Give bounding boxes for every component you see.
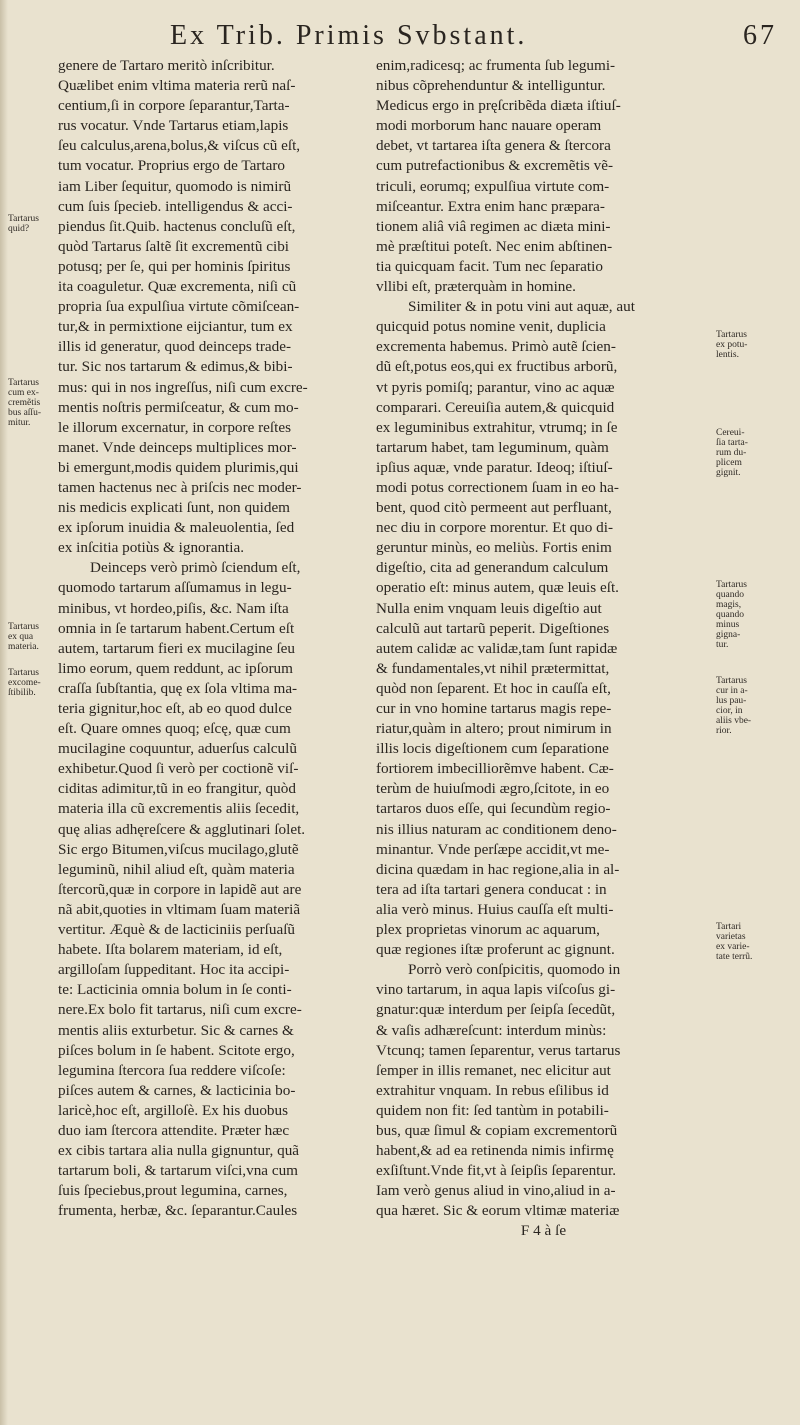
page-header [0, 14, 800, 54]
text-line: habent,& ad ea retinenda nimis infirmę [376, 1142, 614, 1160]
text-line: Nulla enim vnquam leuis digeſtio aut [376, 599, 602, 617]
text-line: vino tartarum, in aqua lapis viſcoſus gi- [376, 981, 616, 999]
text-line: quæ regiones iſtæ proferunt ac gignunt. [376, 941, 615, 959]
text-line: Quælibet enim vltima materia rerũ naſ- [58, 77, 296, 95]
text-line: quòd Tartarus ſaltẽ ſit excrementũ cibi [58, 237, 290, 255]
text-line: modi potus correctionem ſuam in eo ha- [376, 478, 619, 496]
text-line: Medicus ergo in pręſcribẽda diæta iſtiuſ- [376, 97, 621, 115]
text-line: tionem aliâ viâ regimen ac diæta mini- [376, 217, 611, 235]
text-line: genere de Tartaro meritò inſcribitur. [58, 57, 275, 74]
text-line: duo iam ſtercora attendite. Præter hæc [58, 1121, 290, 1139]
text-line: frumenta, herbæ, &c. ſeparantur.Caules [58, 1202, 298, 1220]
margin-note-right: Tartarus cur in a- lus pau- cior, in aliis vbe- rior. [716, 676, 752, 736]
text-line: dicina quædam in hac regione,alia in al- [376, 860, 620, 878]
text-line: quicquid potus nomine venit, duplicia [376, 318, 606, 336]
text-line: ex cibis tartara alia nulla gignuntur, quã [58, 1142, 300, 1160]
text-line: cur in vno homine tartarus magis repe- [376, 700, 612, 717]
right-text-column [376, 56, 711, 1242]
text-line: comparari. Cereuiſia autem,& quicquid [376, 398, 615, 416]
text-line: craſſa ſubſtantia, quę ex ſola vltima ma- [58, 679, 298, 697]
text-line: teria gignitur,hoc eſt, ab eo quod dulce [58, 700, 292, 717]
text-line: bi emergunt,modis quidem plurimis,qui [58, 458, 299, 476]
text-line: exſiſtunt.Vnde fit,vt à ſeipſis ſeparentur. [376, 1162, 616, 1180]
text-line: nis illius naturam ac conditionem deno- [376, 820, 617, 838]
text-line: ſuis ſpeciebus,prout legumina, carnes, [58, 1182, 288, 1200]
text-line: modi morborum hanc nauare operam [376, 117, 602, 135]
text-line: vllibi eſt, præterquàm in homine. [376, 278, 576, 296]
text-line: ciditas adimitur,tũ in eo frangitur, quòd [58, 780, 296, 798]
text-line: ſeu calculus,arena,bolus,& viſcus cũ eſt, [58, 137, 301, 155]
text-line: eſt. Quare omnes quoq; eſcę, quæ cum [58, 720, 291, 738]
text-line: miſceantur. Extra enim hanc præpara- [376, 197, 605, 215]
page-gutter-shadow [0, 0, 8, 1425]
text-line: geruntur minùs, eo meliùs. Fortis enim [376, 539, 612, 557]
text-line: centium,ſi in corpore ſeparantur,Tarta- [58, 97, 290, 115]
text-line: autem, tartarum fieri ex mucilagine ſeu [58, 639, 295, 657]
text-line: tartarum habet, tam leguminum, quàm [376, 438, 609, 456]
text-line: digeſtio, cita ad generandum calculum [376, 559, 609, 577]
text-line: ſemper in illis remanet, nec elicitur aut [376, 1061, 611, 1079]
text-line: dũ eſt,potus eos,qui ex fructibus arborũ, [376, 358, 618, 376]
text-line: F 4 à ſe [520, 1222, 567, 1240]
text-line: leguminũ, nihil aliud eſt, quàm materia [58, 860, 295, 878]
margin-note-left: Tartarus cum ex- cremẽtis bus aſſu- mitur. [8, 378, 41, 428]
text-line: Iam verò genus aliud in vino,aliud in a- [376, 1182, 616, 1200]
text-line: autem calidæ ac validæ,tam ſunt rapidæ [376, 639, 618, 657]
text-line: Vtcunq; tamen ſeparentur, verus tartarus [376, 1041, 621, 1059]
text-line: mucilagine coquuntur, aduerſus calculũ [58, 740, 297, 758]
text-line: tartaros duos eſſe, qui ſecundùm regio- [376, 800, 611, 818]
text-line: plex proprietas vinorum ac aquarum, [376, 921, 600, 939]
text-line: cum putrefactionibus & excremẽtis vẽ- [376, 157, 614, 175]
text-line: piendus ſit.Quib. hactenus concluſũ eſt, [58, 217, 296, 235]
text-line: nere.Ex bolo fit tartarus, niſi cum excre- [58, 1001, 302, 1019]
text-line: triculi, eorumq; expulſiua virtute com- [376, 177, 610, 195]
text-line: legumina ſtercora ſua reddere viſcoſe: [58, 1061, 286, 1079]
page-number: 67 [743, 20, 777, 51]
text-line: mè præſtitui poteſt. Nec enim abſtinen- [376, 237, 613, 255]
margin-note-left: Tartarus excome- ſtibilib. [8, 668, 41, 698]
text-line: potusq; per ſe, qui per hominis ſpiritus [58, 257, 291, 275]
text-line: propria ſua expulſiua virtute cõmiſcean- [58, 298, 300, 316]
text-line: extrahitur vnquam. In rebus eſilibus id [376, 1081, 609, 1099]
text-line: tartarum boli, & tartarum viſci,vna cum [58, 1162, 298, 1180]
text-line: & fundamentales,vt nihil prætermittat, [376, 659, 610, 677]
margin-note-left: Tartarus quid? [8, 214, 39, 234]
text-line: calculũ aut tartarũ peperit. Digeſtiones [376, 619, 610, 637]
text-line: illis id generatur, quod deinceps trade- [58, 338, 292, 356]
text-line: argilloſam ſuppeditant. Hoc ita accipi- [58, 961, 290, 979]
text-line: mentis noſtris permiſceatur, & cum mo- [58, 398, 299, 416]
text-line: operatio eſt: minus autem, quæ leuis eſt. [376, 579, 619, 597]
text-line: Sic ergo Bitumen,viſcus mucilago,glutẽ [58, 840, 299, 858]
left-text-column [58, 56, 373, 1221]
text-line: quomodo tartarum aſſumamus in legu- [58, 579, 292, 597]
text-line: materia illa cũ excrementis aliis ſecedit, [58, 800, 300, 818]
text-line: exhibetur.Quod ſi verò per coctionẽ viſ- [58, 760, 299, 778]
text-line: minibus, vt hordeo,piſis, &c. Nam iſta [58, 599, 289, 617]
text-line: limo eorum, quem reddunt, ac ipſorum [58, 659, 293, 677]
margin-note-right: Cereui- ſia tarta- rum du- plicem gignit. [716, 428, 748, 478]
text-line: ipſius aquæ, vnde paratur. Ideoq; iſtiuſ- [376, 458, 613, 476]
text-line: ex ipſorum inuidia & maleuolentia, ſed [58, 519, 295, 537]
text-line: cum ſuis ſpecieb. intelligendus & acci- [58, 197, 293, 215]
text-line: gnatur:quæ interdum per ſeipſa ſecedũt, [376, 1001, 616, 1019]
running-title: Ex Trib. Primis Svbstant. [170, 20, 528, 51]
text-line: quòd non ſeparent. Et hoc in cauſſa eſt, [376, 679, 611, 697]
text-line: habete. Iſta bolarem materiam, id eſt, [58, 941, 283, 959]
text-line: laricè,hoc eſt, argilloſè. Ex his duobus [58, 1101, 289, 1119]
text-line: qua hæret. Sic & eorum vltimæ materiæ [376, 1202, 620, 1220]
text-line: enim,radicesq; ac frumenta ſub legumi- [376, 57, 616, 74]
text-line: nã abit,quoties in vltimam ſuam materiã [58, 900, 301, 918]
text-line: tera ad iſta tartari genera conducat : in [376, 880, 607, 898]
margin-note-left: Tartarus ex qua materia. [8, 622, 39, 652]
text-line: Similiter & in potu vini aut aquæ, aut [408, 298, 635, 316]
text-line: & vaſis adhæreſcunt: interdum minùs: [376, 1021, 607, 1039]
text-line: iam Liber ſequitur, quomodo is nimirũ [58, 177, 292, 195]
text-line: omnia in ſe tartarum habent.Certum eſt [58, 619, 295, 637]
text-line: tia quicquam facit. Tum nec ſeparatio [376, 257, 603, 275]
text-line: ex inſcitia potiùs & ignorantia. [58, 539, 245, 557]
text-line: vt pyris pomiſq; parantur, vino ac aquæ [376, 378, 615, 396]
text-line: mus: qui in nos ingreſſus, niſi cum excre- [58, 378, 308, 396]
text-line: mentis aliis exturbetur. Sic & carnes & [58, 1021, 294, 1039]
text-line: ex leguminibus extrahitur, vtrumq; in ſe [376, 418, 618, 436]
text-line: tur. Sic nos tartarum & edimus,& bibi- [58, 358, 293, 376]
text-line: le illorum excernatur, in corpore reſtes [58, 418, 292, 436]
text-line: ſtercorũ,quæ in corpore in lapidẽ aut are [58, 880, 302, 898]
text-line: Porrò verò conſpicitis, quomodo in [408, 961, 621, 979]
text-line: bus, quæ ſimul & copiam excrementorũ [376, 1121, 618, 1139]
text-line: ita coaguletur. Quæ excrementa, niſi cũ [58, 278, 297, 296]
text-line: alia verò minus. Huius cauſſa eſt multi- [376, 900, 614, 918]
text-line: nibus cõprehenduntur & intelliguntur. [376, 77, 606, 95]
text-line: illis locis digeſtionem cum ſeparatione [376, 740, 609, 758]
text-line: manet. Vnde deinceps multiplices mor- [58, 438, 297, 456]
text-line: nec diu in corpore morentur. Et quo di- [376, 519, 614, 537]
margin-note-right: Tartarus quando magis, quando minus gigna- tur. [716, 580, 747, 650]
text-line: piſces autem & carnes, & lacticinia bo- [58, 1081, 296, 1099]
text-line: nis medicis explicati ſunt, non quidem [58, 499, 290, 517]
text-line: rus vocatur. Vnde Tartarus etiam,lapis [58, 117, 289, 135]
text-line: quidem non fit: ſed tantùm in potabili- [376, 1101, 609, 1119]
text-line: te: Lacticinia omnia bolum in ſe conti- [58, 981, 292, 999]
text-line: quę alias adhęreſcere & agglutinari ſolet. [58, 820, 306, 838]
text-line: terùm de huiuſmodi ægro,ſcitote, in eo [376, 780, 610, 798]
text-line: Deinceps verò primò ſciendum eſt, [90, 559, 301, 577]
text-line: minantur. Vnde perſæpe accidit,vt me- [376, 840, 610, 858]
text-line: tamen hactenus nec à priſcis nec moder- [58, 478, 302, 496]
margin-note-right: Tartari varietas ex varie- tate terrũ. [716, 922, 753, 962]
text-line: riatur,quàm in altero; prout nimirum in [376, 720, 612, 738]
margin-note-right: Tartarus ex potu- lentis. [716, 330, 748, 360]
text-line: tum vocatur. Proprius ergo de Tartaro [58, 157, 285, 175]
text-line: debet, vt tartarea iſta genera & ſtercora [376, 137, 611, 155]
text-line: bent, quod citò permeent aut perfluant, [376, 499, 612, 517]
text-line: excrementa habemus. Primò autẽ ſcien- [376, 338, 616, 356]
text-line: tur,& in permixtione eijciantur, tum ex [58, 318, 293, 336]
text-line: fortiorem imbecilliorẽmve habent. Cæ- [376, 760, 614, 778]
text-line: vertitur. Æquè & de lacticiniis perſuaſũ [58, 921, 296, 939]
text-line: piſces bolum in ſe habent. Scitote ergo, [58, 1041, 295, 1059]
